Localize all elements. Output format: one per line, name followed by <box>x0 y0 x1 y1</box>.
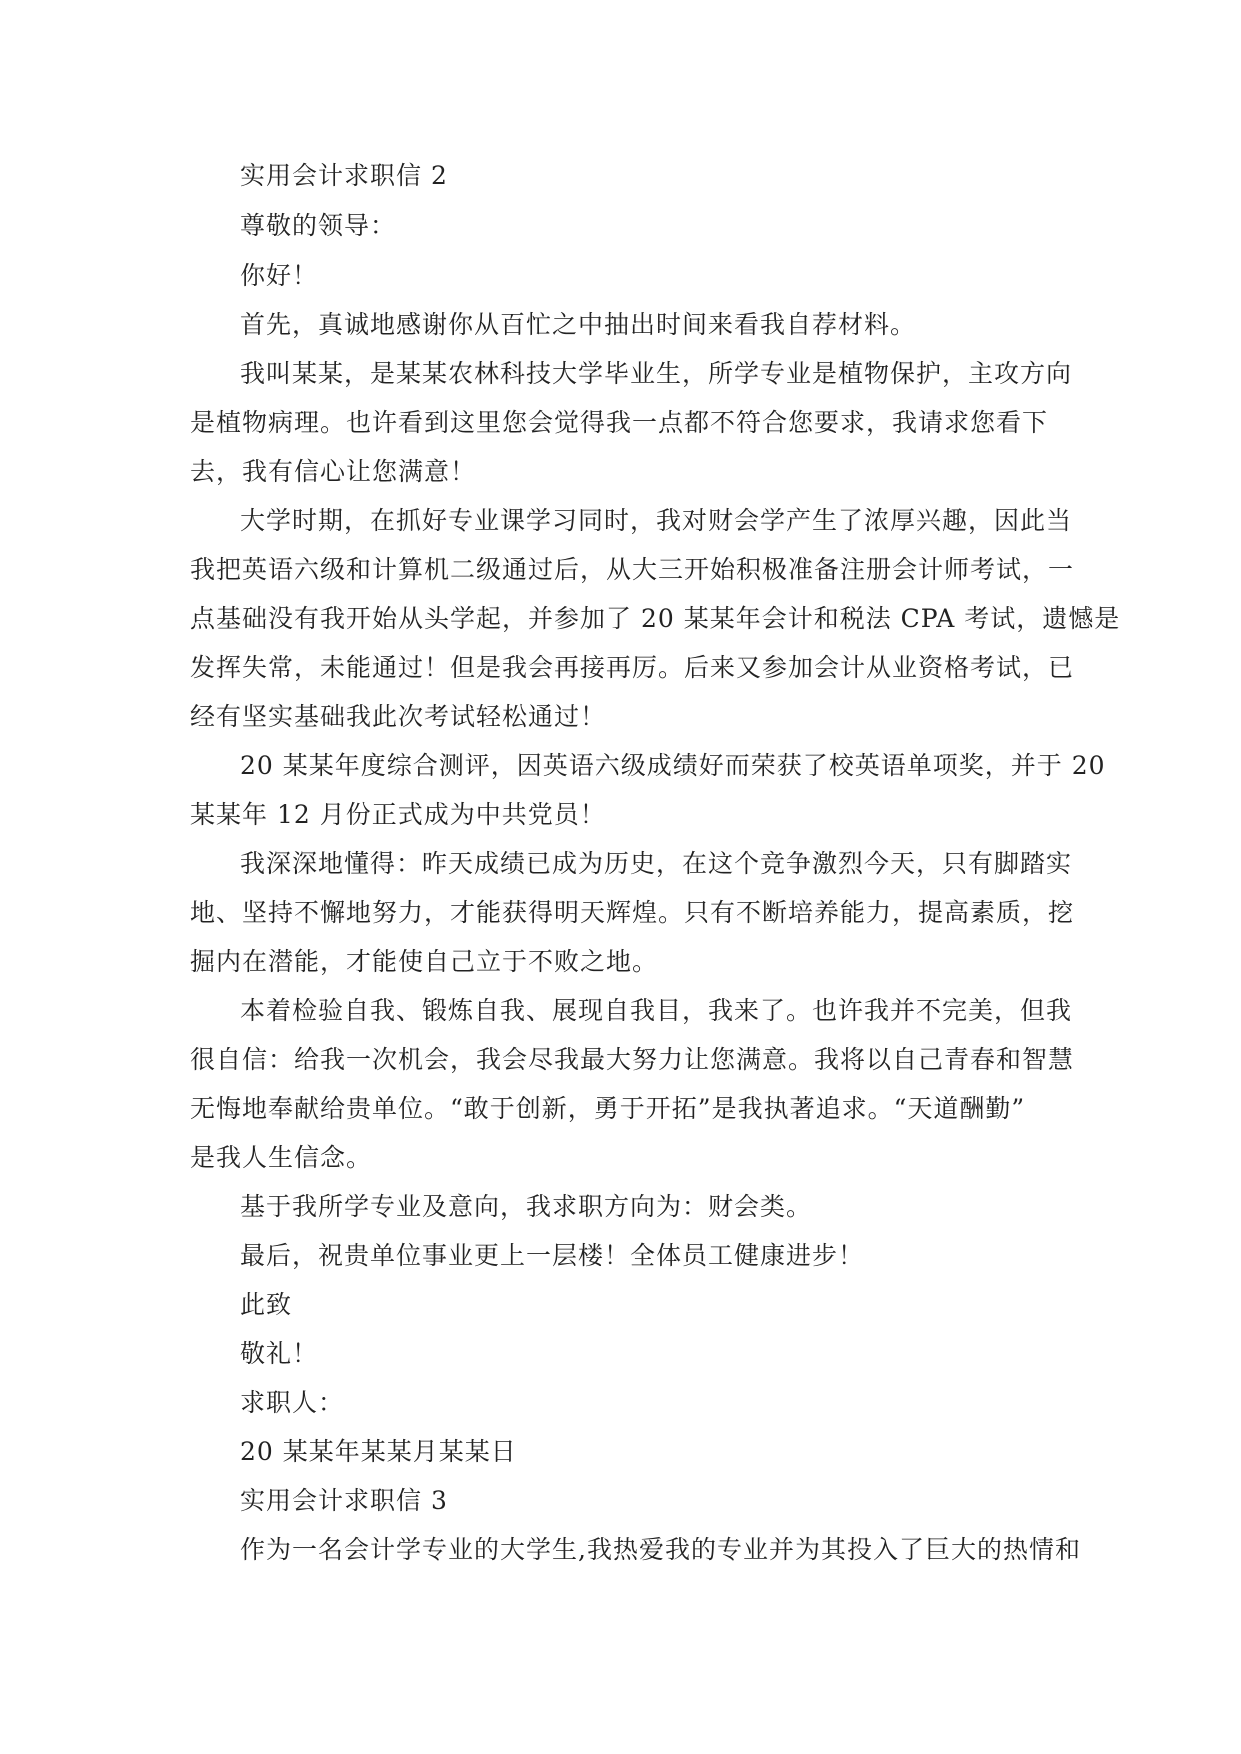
paragraph-line: 经有坚实基础我此次考试轻松通过！ <box>190 702 607 731</box>
date-line: 20 某某年某某月某某日 <box>240 1437 517 1466</box>
paragraph-line: 本着检验自我、锻炼自我、展现自我目，我来了。也许我并不完美，但我 <box>240 996 1073 1025</box>
paragraph-line: 我深深地懂得：昨天成绩已成为历史，在这个竞争激烈今天，只有脚踏实 <box>240 849 1073 878</box>
paragraph-line: 发挥失常，未能通过！但是我会再接再厉。后来又参加会计从业资格考试，已 <box>190 653 1075 682</box>
paragraph-line: 大学时期，在抓好专业课学习同时，我对财会学产生了浓厚兴趣，因此当 <box>240 506 1073 535</box>
paragraph-line: 某某年 12 月份正式成为中共党员！ <box>190 800 606 829</box>
paragraph-line: 很自信：给我一次机会，我会尽我最大努力让您满意。我将以自己青春和智慧 <box>190 1045 1075 1074</box>
greeting: 你好！ <box>240 261 319 290</box>
paragraph-line: 点基础没有我开始从头学起，并参加了 20 某某年会计和税法 CPA 考试，遗憾是 <box>190 604 1121 633</box>
paragraph-line: 地、坚持不懈地努力，才能获得明天辉煌。只有不断培养能力，提高素质，挖 <box>190 898 1075 927</box>
section-title: 实用会计求职信 2 <box>240 161 448 190</box>
closing-line: 敬礼！ <box>240 1339 319 1368</box>
paragraph-line: 20 某某年度综合测评，因英语六级成绩好而荣获了校英语单项奖，并于 20 <box>240 751 1106 780</box>
paragraph-line: 是我人生信念。 <box>190 1143 373 1172</box>
paragraph-line: 首先，真诚地感谢你从百忙之中抽出时间来看我自荐材料。 <box>240 310 917 339</box>
paragraph-line: 基于我所学专业及意向，我求职方向为：财会类。 <box>240 1192 813 1221</box>
paragraph-line: 是植物病理。也许看到这里您会觉得我一点都不符合您要求，我请求您看下 <box>190 408 1049 437</box>
paragraph-line: 我把英语六级和计算机二级通过后，从大三开始积极准备注册会计师考试，一 <box>190 555 1075 584</box>
paragraph-line: 去，我有信心让您满意！ <box>190 457 477 486</box>
paragraph-line: 作为一名会计学专业的大学生,我热爱我的专业并为其投入了巨大的热情和 <box>240 1535 1081 1564</box>
section-title: 实用会计求职信 3 <box>240 1486 448 1515</box>
signature-label: 求职人： <box>240 1388 345 1417</box>
paragraph-line: 最后，祝贵单位事业更上一层楼！全体员工健康进步！ <box>240 1241 865 1270</box>
paragraph-line: 掘内在潜能，才能使自己立于不败之地。 <box>190 947 659 976</box>
paragraph-line: 我叫某某，是某某农林科技大学毕业生，所学专业是植物保护，主攻方向 <box>240 359 1073 388</box>
salutation: 尊敬的领导： <box>240 211 397 240</box>
closing-line: 此致 <box>240 1290 293 1319</box>
paragraph-line: 无悔地奉献给贵单位。“敢于创新，勇于开拓”是我执著追求。“天道酬勤” <box>190 1094 1026 1123</box>
